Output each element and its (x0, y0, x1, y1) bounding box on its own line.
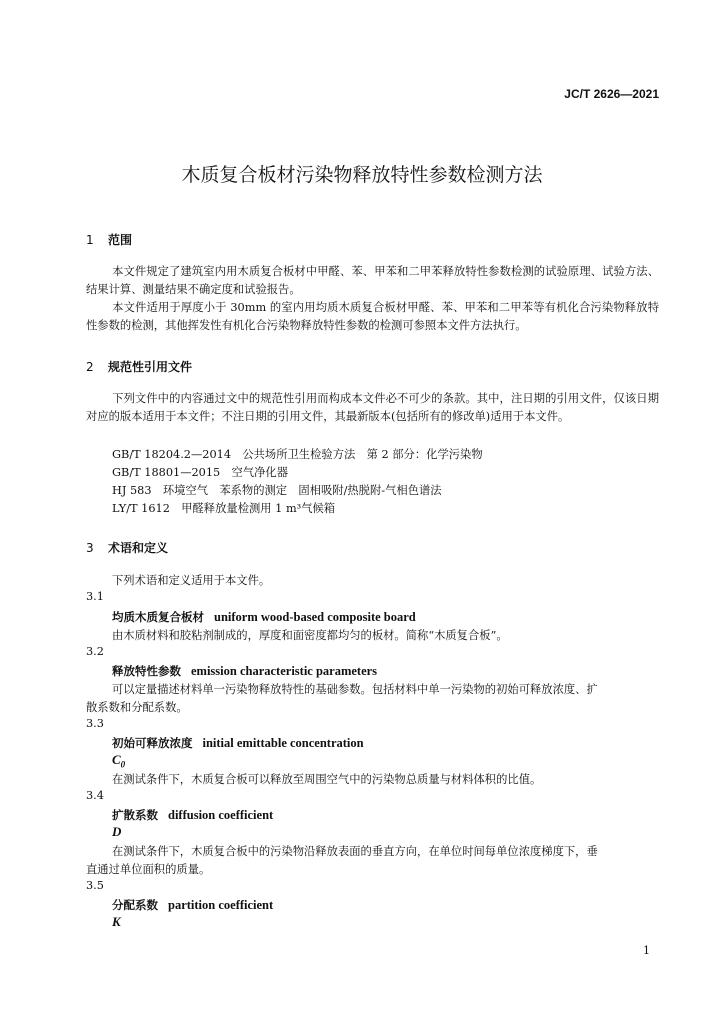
term-zh: 扩散系数 (112, 808, 158, 822)
section-heading-3 (86, 539, 168, 556)
term-zh: 初始可释放浓度 (112, 736, 193, 750)
section-title: 术语和定义 (108, 541, 169, 555)
term-definition: 可以定量描述材料单一污染物释放特性的基础参数。包括材料中单一污染物的初始可释放浓度、扩 (112, 683, 598, 696)
term-number: 3.2 (86, 645, 104, 658)
term-heading (112, 897, 273, 913)
term-en: partition coefficient (168, 898, 274, 912)
term-number: 3.1 (86, 590, 104, 603)
term-number: 3.3 (86, 717, 104, 730)
term-heading (112, 663, 377, 679)
term-definition: 由木质材料和胶粘剂制成的，厚度和面密度都均匀的板材。简称“木质复合板”。 (112, 629, 508, 642)
term-definition: 在测试条件下，木质复合板可以释放至周围空气中的污染物总质量与材料体积的比值。 (112, 773, 542, 786)
normative-intro: 下列文件中的内容通过文中的规范性引用而构成本文件必不可少的条款。其中，注日期的引用文件，仅该日期对应的版本适用于本文件；不注日期的引用文件，其最新版本(包括所有的修改单)适用于本文件。 (86, 392, 659, 423)
section-title: 范围 (108, 233, 133, 247)
terms-intro: 下列术语和定义适用于本文件。 (112, 574, 271, 587)
page-number: 1 (643, 944, 650, 957)
section-number: 3 (86, 541, 94, 555)
normative-reference: GB/T 18204.2—2014 公共场所卫生检验方法 第 2 部分：化学污染物 (112, 448, 483, 461)
term-en: diffusion coefficient (168, 808, 274, 822)
term-heading (112, 807, 273, 823)
section-heading-1 (86, 231, 132, 248)
term-en: uniform wood-based composite board (214, 610, 416, 624)
term-en: initial emittable concentration (202, 736, 364, 750)
section-heading-2 (86, 358, 192, 375)
term-definition: 在测试条件下，木质复合板中的污染物沿释放表面的垂直方向，在单位时间每单位浓度梯度下，垂 (112, 845, 598, 858)
term-symbol: D (112, 824, 122, 839)
document-title: 木质复合板材污染物释放特性参数检测方法 (181, 164, 543, 186)
scope-paragraph-2: 本文件适用于厚度小于 30mm 的室内用均质木质复合板材甲醛、苯、甲苯和二甲苯等有机化合污染物释放特性参数的检测，其他挥发性有机化合污染物释放特性参数的检测可参照本文件方法执行。 (86, 301, 659, 332)
normative-reference: GB/T 18801—2015 空气净化器 (112, 466, 289, 479)
term-heading (112, 735, 364, 751)
term-symbol: $C_0$ (112, 752, 126, 770)
term-zh: 分配系数 (112, 898, 158, 912)
normative-reference: LY/T 1612 甲醛释放量检测用 1 m³气候箱 (112, 502, 336, 515)
term-definition-continued: 直通过单位面积的质量。 (86, 863, 211, 876)
term-en: emission characteristic parameters (191, 664, 378, 678)
term-number: 3.4 (86, 789, 104, 802)
term-heading (112, 609, 416, 625)
section-number: 1 (86, 233, 94, 247)
term-zh: 均质木质复合板材 (112, 610, 204, 624)
normative-reference: HJ 583 环境空气 苯系物的测定 固相吸附/热脱附-气相色谱法 (112, 484, 442, 497)
term-zh: 释放特性参数 (112, 664, 181, 678)
section-number: 2 (86, 360, 94, 374)
scope-paragraph-1: 本文件规定了建筑室内用木质复合板材中甲醛、苯、甲苯和二甲苯释放特性参数检测的试验原理、试验方法、结果计算、测量结果不确定度和试验报告。 (86, 265, 659, 296)
term-definition-continued: 散系数和分配系数。 (86, 701, 188, 714)
term-symbol: K (112, 914, 121, 929)
term-number: 3.5 (86, 879, 104, 892)
document-number: JC/T 2626—2021 (564, 87, 659, 101)
section-title: 规范性引用文件 (108, 360, 193, 374)
